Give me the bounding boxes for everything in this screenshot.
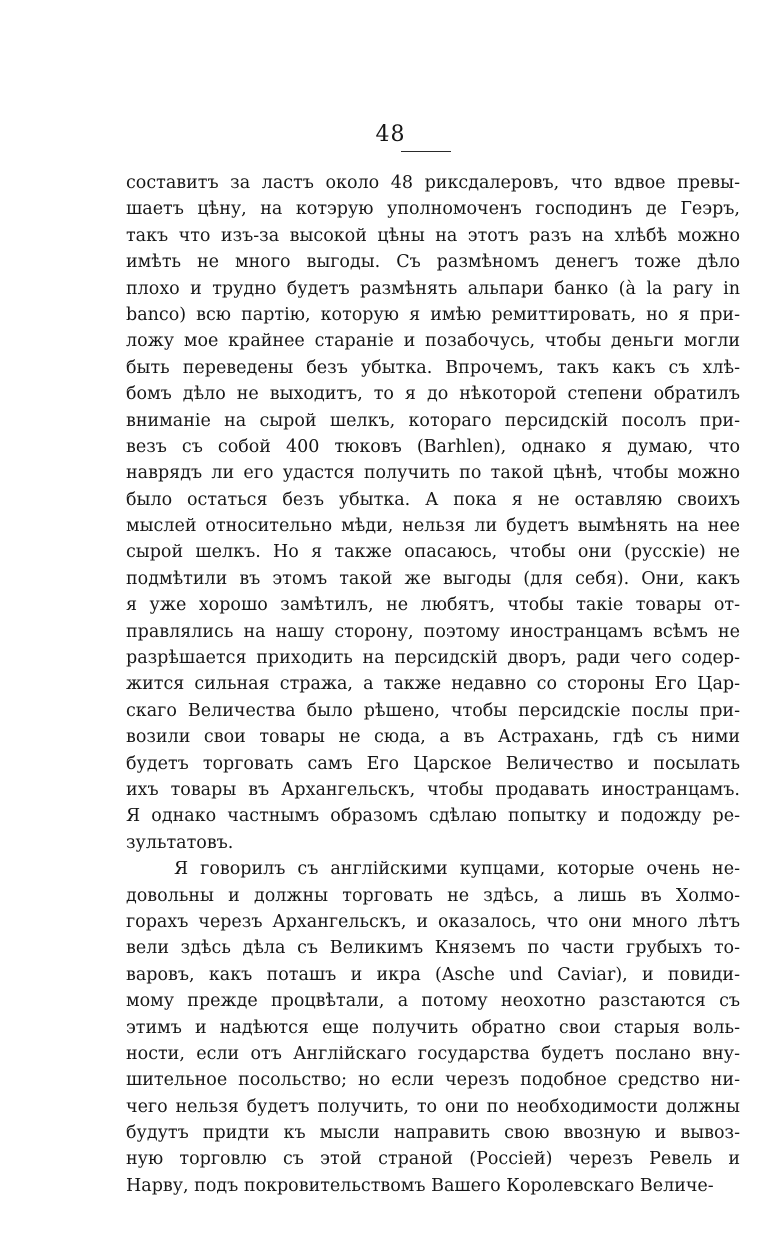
text-line: скаго Величества было рѣшено, чтобы персидскіе послы при- [126,700,740,721]
text-line: ности, если отъ Англійскаго государства будетъ послано вну- [126,1043,740,1064]
text-line: имѣть не много выгоды. Съ размѣномъ денегъ тоже дѣло [126,252,740,273]
text-line: Я однако частнымъ образомъ сдѣлаю попытку и подожду ре- [126,806,740,827]
text-line: вели здѣсь дѣла съ Великимъ Княземъ по части грубыхъ то- [126,938,740,959]
text-line: такъ что изъ-за высокой цѣны на этотъ разъ на хлѣбѣ можно [126,225,740,246]
page-number: 48 [375,122,406,147]
text-line: будутъ придти къ мысли направить свою ввозную и вывоз- [126,1123,740,1144]
text-line: шаетъ цѣну, на котэрую уполномоченъ господинъ де Геэръ, [126,199,740,220]
text-line: варовъ, какъ поташъ и икра (Asche und Caviar), и повиди- [126,964,740,985]
text-line: бомъ дѣло не выходитъ, то я до нѣкоторой степени обратилъ [126,384,740,405]
text-line: везъ съ собой 400 тюковъ (Barhlen), однако я думаю, что [126,436,740,457]
text-line: наврядъ ли его удастся получить по такой цѣнѣ, чтобы можно [126,463,740,484]
text-line: возили свои товары не сюда, а въ Астрахань, гдѣ съ ними [126,727,740,748]
text-line: горахъ черезъ Архангельскъ, и оказалось, что они много лѣтъ [126,911,740,932]
text-line: я уже хорошо замѣтилъ, не любятъ, чтобы такіе товары от- [126,595,740,616]
text-line: будетъ торговать самъ Его Царское Величество и посылать [126,753,740,774]
text-line: шительное посольство; но если черезъ подобное средство ни- [126,1070,740,1091]
page-number-underline [401,151,451,152]
text-line: Нарву, подъ покровительствомъ Вашего Королевскаго Величе- [126,1175,714,1196]
text-line: ложу мое крайнее стараніе и позабочусь, чтобы деньги могли [126,331,740,352]
text-line: довольны и должны торговать не здѣсь, а лишь въ Холмо- [126,885,740,906]
text-line: жится сильная стража, а также недавно со стороны Его Цар- [126,674,740,695]
text-line: этимъ и надѣются еще получить обратно свои старыя воль- [126,1017,740,1038]
paragraph [126,170,740,856]
body-text [126,170,740,1199]
text-line: плохо и трудно будетъ размѣнять альпари банко (à la pary in [126,278,740,299]
text-line: ную торговлю съ этой страной (Россіей) черезъ Ревель и [126,1149,740,1170]
text-line: составитъ за ластъ около 48 риксдалеровъ, что вдвое превы- [126,173,740,193]
paragraph [126,856,740,1199]
text-line: вниманіе на сырой шелкъ, котораго персидскій посолъ при- [126,410,740,431]
text-line: было остаться безъ убытка. А пока я не оставляю своихъ [126,489,740,510]
text-line: быть переведены безъ убытка. Впрочемъ, такъ какъ съ хлѣ- [126,357,740,378]
text-line: чего нельзя будетъ получить, то они по необходимости должны [126,1096,740,1117]
text-line: Я говорилъ съ англійскими купцами, которые очень не- [174,859,740,880]
text-line: подмѣтили въ этомъ такой же выгоды (для себя). Они, какъ [126,568,740,589]
text-line: ихъ товары въ Архангельскъ, чтобы продавать иностранцамъ. [126,779,740,800]
text-line: зультатовъ. [126,832,234,853]
text-line: правлялись на нашу сторону, поэтому иностранцамъ всѣмъ не [126,621,740,642]
text-line: сырой шелкъ. Но я также опасаюсь, чтобы они (русскіе) не [126,542,740,563]
text-line: мому прежде процвѣтали, а потому неохотно разстаются съ [126,991,740,1012]
text-line: разрѣшается приходить на персидскій дворъ, ради чего содер- [126,648,740,669]
text-line: мыслей относительно мѣди, нельзя ли будетъ вымѣнять на нее [126,516,740,537]
text-line: banco) всю партію, которую я имѣю ремиттировать, но я при- [126,304,740,325]
